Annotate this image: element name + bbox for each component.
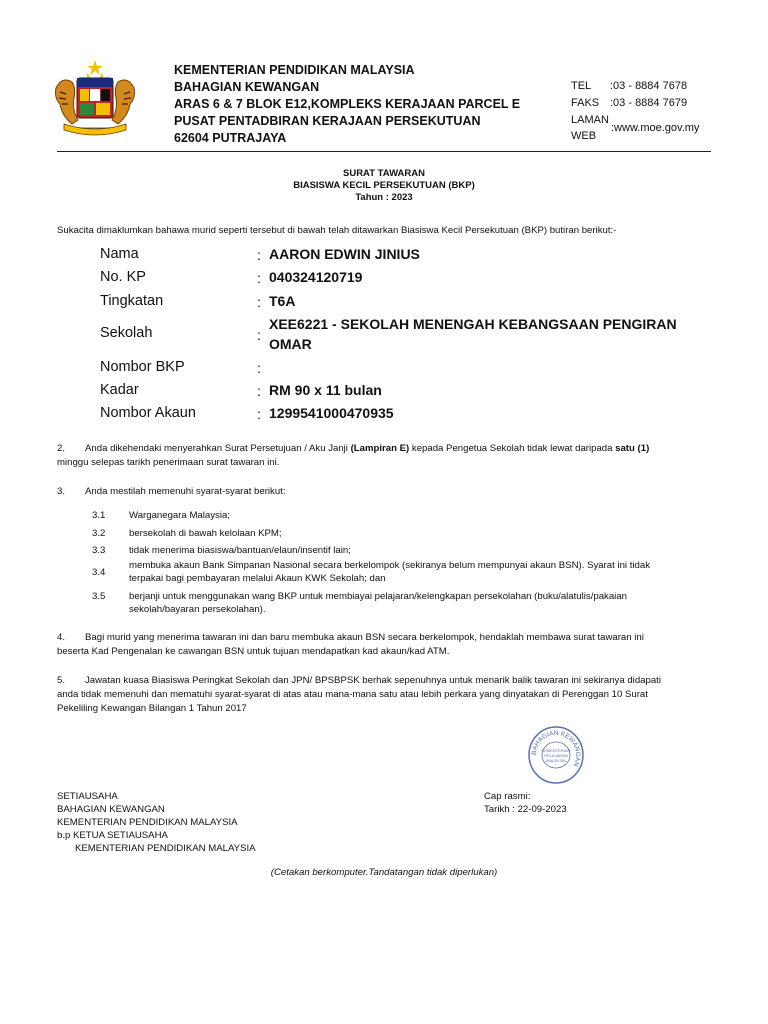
- kadar-label: Kadar: [100, 382, 139, 398]
- para-2-line-2: minggu selepas tarikh penerimaan surat tawaran ini.: [57, 457, 280, 468]
- kp-colon: :: [257, 270, 261, 286]
- para-5-line-3: Pekeliling Kewangan Bilangan 1 Tahun 2017: [57, 703, 247, 714]
- letter-title: SURAT TAWARAN: [343, 168, 425, 179]
- akaun-colon: :: [257, 406, 261, 422]
- tel-label: TEL: [571, 80, 592, 92]
- letter-subtitle: BIASISWA KECIL PERSEKUTUAN (BKP): [293, 180, 475, 191]
- address-line-1: ARAS 6 & 7 BLOK E12,KOMPLEKS KERAJAAN PARCEL E: [174, 97, 521, 111]
- cap-rasmi-label: Cap rasmi:: [484, 791, 531, 802]
- web-value: :www.moe.gov.my: [611, 122, 700, 134]
- sekolah-label: Sekolah: [100, 325, 153, 341]
- para-3-text: Anda mestilah memenuhi syarat-syarat berikut:: [85, 486, 286, 497]
- date-label: Tarikh : 22-09-2023: [484, 804, 567, 815]
- para-5-line-2: anda tidak memenuhi dan mematuhi syarat-syarat di atas atau mana-mana satu atau lebih perkara yang dinyatakan di Perenggan 10 Surat: [57, 689, 648, 700]
- web-label-1: LAMAN: [571, 114, 609, 126]
- address-line-2: PUSAT PENTADBIRAN KERAJAAN PERSEKUTUAN: [174, 114, 481, 128]
- stamp-inner-2: PELAJARAN: [544, 753, 568, 758]
- akaun-label: Nombor Akaun: [100, 405, 196, 421]
- division-name: BAHAGIAN KEWANGAN: [174, 80, 320, 94]
- item-3-1-number: 3.1: [92, 510, 106, 521]
- para-3-number: 3.: [57, 486, 66, 497]
- para-2-line-1: Anda dikehendaki menyerahkan Surat Persetujuan / Aku Janji (Lampiran E) kepada Pengetua Sekolah tidak lewat daripada satu (1): [85, 443, 650, 454]
- tingkatan-label: Tingkatan: [100, 293, 164, 309]
- signature-line-3: KEMENTERIAN PENDIDIKAN MALAYSIA: [57, 817, 238, 828]
- item-3-2-number: 3.2: [92, 528, 106, 539]
- coat-of-arms-icon: [50, 58, 140, 138]
- item-3-5-line-1: berjanji untuk menggunakan wang BKP untuk membiayai pelajaran/kelengkapan persekolahan (buku/alatulis/pakaian: [129, 591, 627, 602]
- item-3-2-text: bersekolah di bawah kelolaan KPM;: [129, 528, 282, 539]
- ministry-name: KEMENTERIAN PENDIDIKAN MALAYSIA: [174, 63, 415, 77]
- item-3-5-number: 3.5: [92, 591, 106, 602]
- item-3-3-number: 3.3: [92, 545, 106, 556]
- official-stamp-icon: [526, 724, 586, 786]
- tel-value: :03 - 8884 7678: [610, 80, 688, 92]
- kp-label: No. KP: [100, 269, 146, 285]
- kp-value: 040324120719: [269, 269, 363, 285]
- intro-text: Sukacita dimaklumkan bahawa murid seperti tersebut di bawah telah ditawarkan Biasiswa Kecil Persekutuan (BKP) butiran berikut:-: [57, 225, 617, 236]
- signature-line-4: b.p KETUA SETIAUSAHA: [57, 830, 168, 841]
- address-line-3: 62604 PUTRAJAYA: [174, 131, 287, 145]
- para-4-line-1: Bagi murid yang menerima tawaran ini dan baru membuka akaun BSN secara berkelompok, hendaklah membawa surat tawaran ini: [85, 632, 644, 643]
- item-3-4-number: 3.4: [92, 567, 106, 578]
- stamp-inner-1: KEMENTERIAN: [541, 748, 571, 753]
- header-divider: [57, 151, 711, 152]
- sekolah-colon: :: [257, 327, 261, 343]
- signature-line-2: BAHAGIAN KEWANGAN: [57, 804, 165, 815]
- sekolah-value-line-2: OMAR: [269, 336, 312, 352]
- item-3-3-text: tidak menerima biasiswa/bantuan/elaun/insentif lain;: [129, 545, 351, 556]
- item-3-4-line-2: terpakai bagi pembayaran melalui Akaun KWK Sekolah; dan: [129, 573, 386, 584]
- para-5-line-1: Jawatan kuasa Biasiswa Peringkat Sekolah dan JPN/ BPSBPSK berhak sepenuhnya untuk menarik balik tawaran ini sekiranya didapati: [85, 675, 661, 686]
- web-label-2: WEB: [571, 130, 597, 142]
- stamp-outer-text: BAHAGIAN KEWANGAN: [530, 729, 582, 768]
- nama-colon: :: [257, 247, 261, 263]
- sekolah-value-line-1: XEE6221 - SEKOLAH MENENGAH KEBANGSAAN PENGIRAN: [269, 316, 677, 332]
- kadar-colon: :: [257, 383, 261, 399]
- nama-value: AARON EDWIN JINIUS: [269, 246, 420, 262]
- stamp-inner-3: MALAYSIA: [546, 758, 566, 763]
- para-4-number: 4.: [57, 632, 66, 643]
- letter-year: Tahun : 2023: [355, 192, 413, 203]
- fax-label: FAKS: [571, 97, 600, 109]
- para-4-line-2: beserta Kad Pengenalan ke cawangan BSN untuk tujuan mendapatkan kad akaun/kad ATM.: [57, 646, 450, 657]
- kadar-value: RM 90 x 11 bulan: [269, 382, 382, 398]
- nama-label: Nama: [100, 246, 139, 262]
- para-5-number: 5.: [57, 675, 66, 686]
- tingkatan-value: T6A: [269, 293, 296, 309]
- signature-line-1: SETIAUSAHA: [57, 791, 118, 802]
- bkp-label: Nombor BKP: [100, 359, 185, 375]
- akaun-value: 1299541000470935: [269, 405, 394, 421]
- item-3-4-line-1: membuka akaun Bank Simpanan Nasional secara berkelompok (sekiranya belum mempunyai akaun BSN). Syarat ini tidak: [129, 560, 650, 571]
- item-3-1-text: Warganegara Malaysia;: [129, 510, 230, 521]
- footer-note: (Cetakan berkomputer.Tandatangan tidak diperlukan): [270, 867, 498, 878]
- item-3-5-line-2: sekolah/bayaran persekolahan).: [129, 604, 266, 615]
- fax-value: :03 - 8884 7679: [610, 97, 688, 109]
- para-2-number: 2.: [57, 443, 66, 454]
- signature-line-5: KEMENTERIAN PENDIDIKAN MALAYSIA: [75, 843, 256, 854]
- bkp-colon: :: [257, 360, 261, 376]
- tingkatan-colon: :: [257, 294, 261, 310]
